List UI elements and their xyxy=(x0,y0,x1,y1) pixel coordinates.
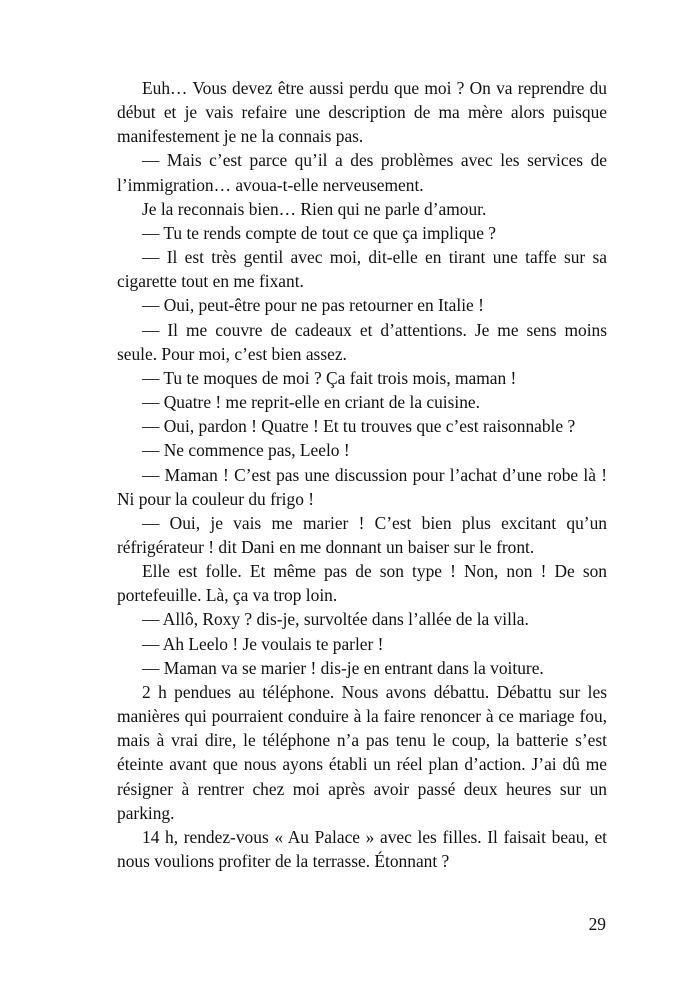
paragraph: Elle est folle. Et même pas de son type ! Non, non ! De son portefeuille. Là, ça va trop loin. xyxy=(117,561,607,606)
paragraph: — Quatre ! me reprit-elle en criant de la cuisine. xyxy=(142,392,480,413)
paragraph: Je la reconnais bien… Rien qui ne parle d’amour. xyxy=(142,198,487,219)
paragraph: — Oui, peut-être pour ne pas retourner en Italie ! xyxy=(142,295,484,316)
body-text xyxy=(117,76,607,873)
paragraph: — Mais c’est parce qu’il a des problèmes avec les services de l’immigration… avoua-t-elle nerveusement. xyxy=(117,150,607,195)
paragraph: — Tu te rends compte de tout ce que ça implique ? xyxy=(142,222,497,243)
paragraph: — Maman va se marier ! dis-je en entrant dans la voiture. xyxy=(142,657,544,678)
paragraph: — Ah Leelo ! Je voulais te parler ! xyxy=(142,633,384,654)
page-number: 29 xyxy=(588,914,606,934)
paragraph: — Ne commence pas, Leelo ! xyxy=(142,440,350,461)
paragraph: Euh… Vous devez être aussi perdu que moi ? On va reprendre du début et je vais refaire une description de ma mère alors puisque manifestement je ne la connais pas. xyxy=(117,78,607,147)
paragraph: — Maman ! C’est pas une discussion pour l’achat d’une robe là ! Ni pour la couleur du frigo ! xyxy=(117,464,607,509)
paragraph: — Allô, Roxy ? dis-je, survoltée dans l’allée de la villa. xyxy=(142,609,529,630)
paragraph: 14 h, rendez-vous « Au Palace » avec les filles. Il faisait beau, et nous voulions profiter de la terrasse. Étonnant ? xyxy=(117,826,607,871)
paragraph: — Il me couvre de cadeaux et d’attentions. Je me sens moins seule. Pour moi, c’est bien assez. xyxy=(117,319,607,364)
paragraph: 2 h pendues au téléphone. Nous avons débattu. Débattu sur les manières qui pourraient conduire à la faire renoncer à ce mariage fou, mais à vrai dire, le téléphone n’a pas tenu le coup, la batterie s’est éteinte avant que nous ayons établi un réel plan d’action. J’ai dû me résigner à rentrer chez moi après avoir passé deux heures sur un parking. xyxy=(117,681,607,823)
paragraph: — Il est très gentil avec moi, dit-elle en tirant une taffe sur sa cigarette tout en me fixant. xyxy=(117,247,607,292)
paragraph: — Oui, pardon ! Quatre ! Et tu trouves que c’est raisonnable ? xyxy=(142,416,576,437)
paragraph: — Tu te moques de moi ? Ça fait trois mois, maman ! xyxy=(142,367,517,388)
paragraph: — Oui, je vais me marier ! C’est bien plus excitant qu’un réfrigérateur ! dit Dani en me donnant un baiser sur le front. xyxy=(117,512,607,557)
